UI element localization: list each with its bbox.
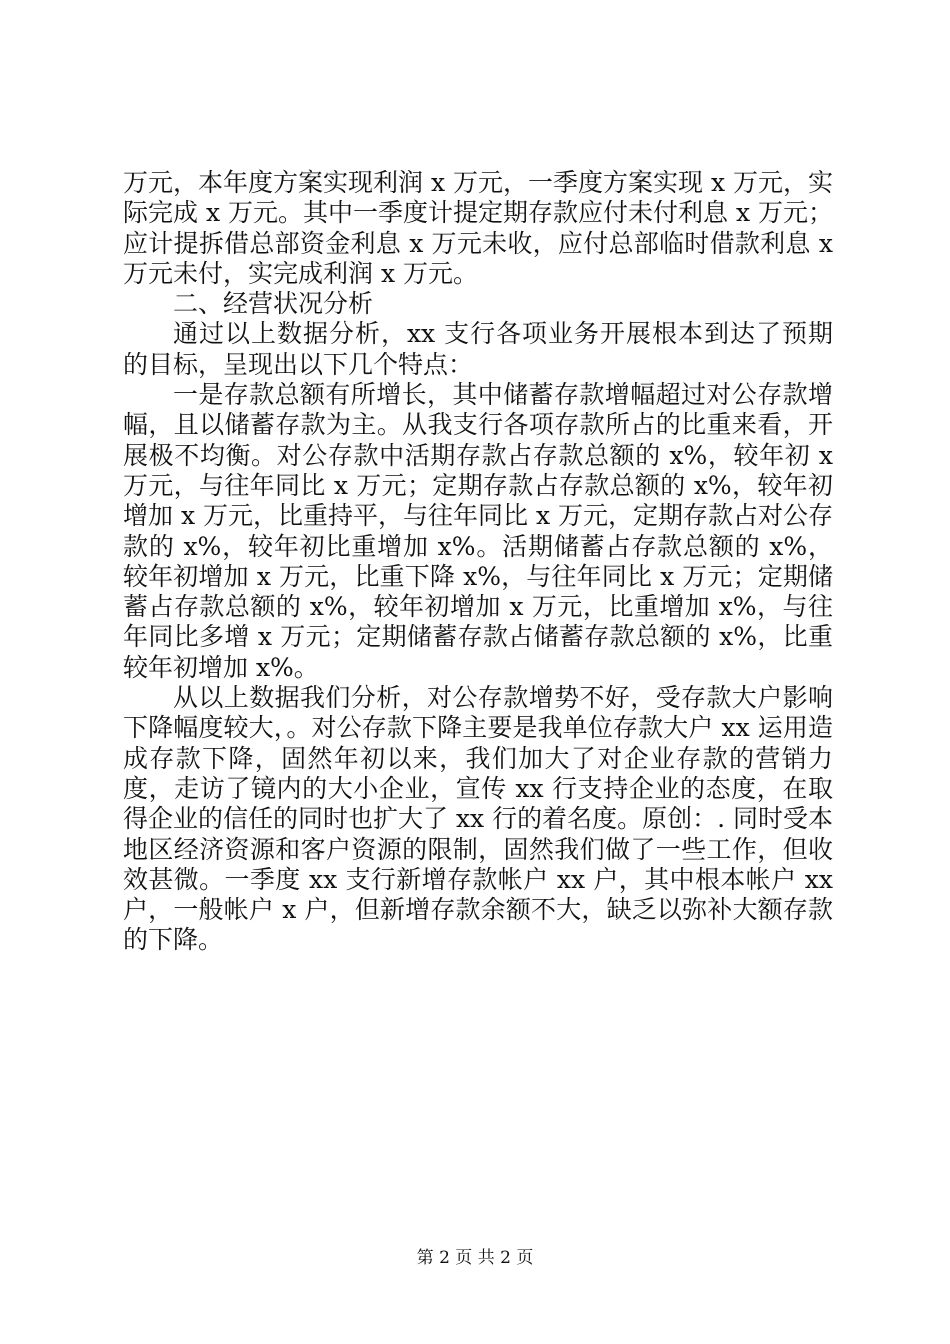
page-footer: 第 2 页 共 2 页: [416, 1248, 534, 1268]
paragraph-analysis-intro: 通过以上数据分析，xx 支行各项业务开展根本到达了预期的目标，呈现出以下几个特点：: [123, 319, 833, 379]
paragraph-deposit-growth: 一是存款总额有所增长，其中储蓄存款增幅超过对公存款增幅，且以储蓄存款为主。从我支行各项存款所占的比重来看，开展极不均衡。对公存款中活期存款占存款总额的 x%，较年初 x 万元，与往年同比 x 万元；定期存款占存款总额的 x%，较年初增加 x 万元，比重持平，与往年同比 x 万元，定期存款占对公存款的 x%，较年初比重增加 x%。活期储蓄占存款总额的 x%，较年初增加 x 万元，比重下降 x%，与往年同比 x 万元；定期储蓄占存款总额的 x%，较年初增加 x 万元，比重增加 x%，与往年同比多增 x 万元；定期储蓄存款占储蓄存款总额的 x%，比重较年初增加 x%。: [123, 380, 833, 682]
paragraph-profit-summary: 万元，本年度方案实现利润 x 万元，一季度方案实现 x 万元，实际完成 x 万元。其中一季度计提定期存款应付未付利息 x 万元；应计提拆借总部资金利息 x 万元未收，应付总部临时借款利息 x 万元未付，实完成利润 x 万元。: [123, 168, 833, 288]
document-body: [123, 168, 833, 956]
section-heading-operations-analysis: 二、经营状况分析: [173, 289, 374, 319]
paragraph-corporate-deposit-decline: 从以上数据我们分析，对公存款增势不好，受存款大户影响下降幅度较大，。对公存款下降主要是我单位存款大户 xx 运用造成存款下降，固然年初以来，我们加大了对企业存款的营销力度，走访了镜内的大小企业，宣传 xx 行支持企业的态度，在取得企业的信任的同时也扩大了 xx 行的着名度。原创：. 同时受本地区经济资源和客户资源的限制，固然我们做了一些工作，但收效甚微。一季度 xx 支行新增存款帐户 xx 户，其中根本帐户 xx 户，一般帐户 x 户，但新增存款余额不大，缺乏以弥补大额存款的下降。: [123, 683, 833, 955]
